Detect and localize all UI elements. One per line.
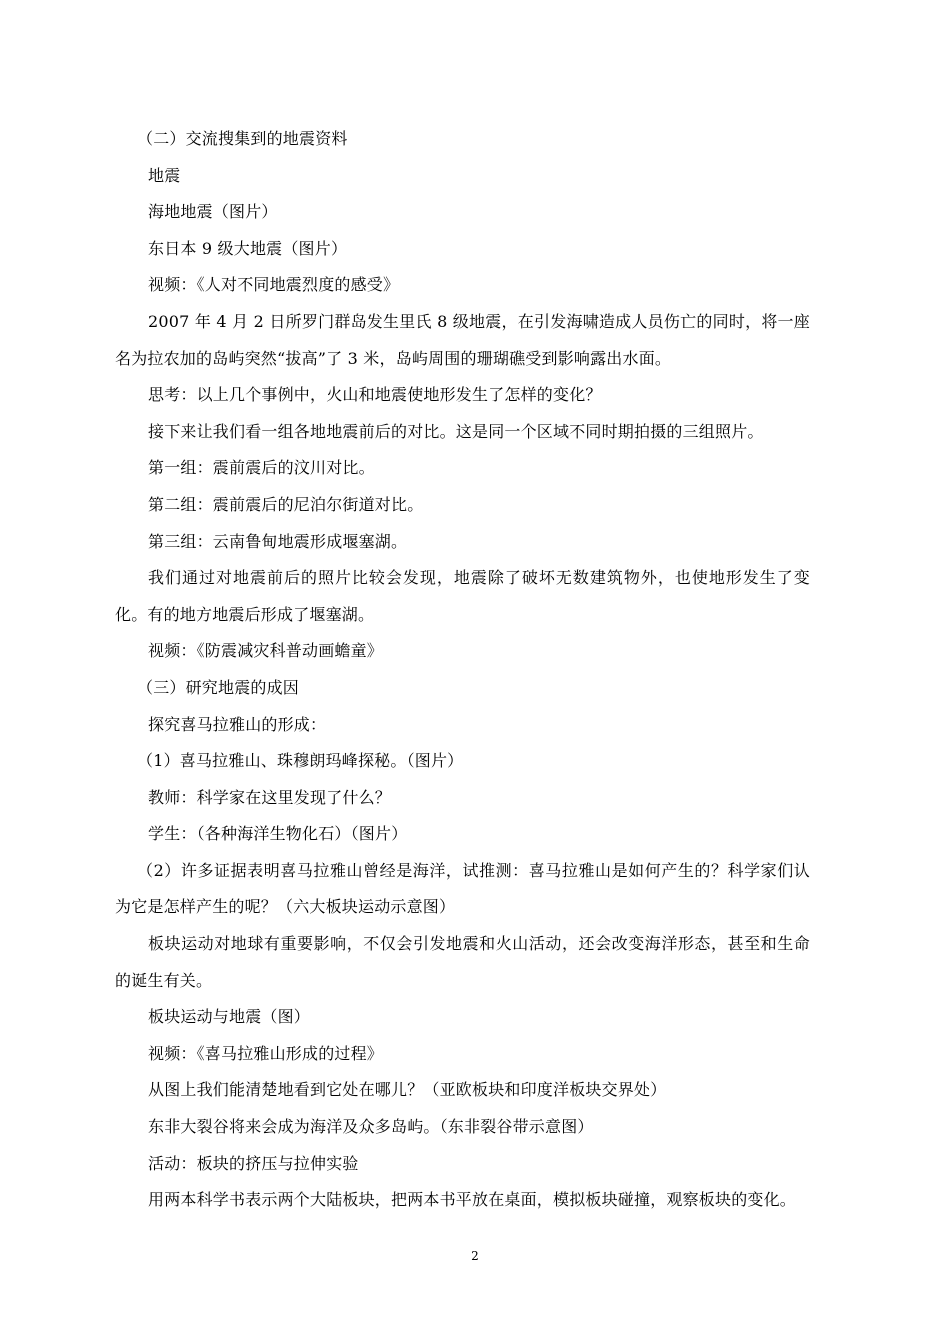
paragraph-haiti-earthquake: 海地地震（图片） bbox=[148, 202, 278, 222]
paragraph-comparison-intro: 接下来让我们看一组各地地震前后的对比。这是同一个区域不同时期拍摄的三组照片。 bbox=[148, 421, 764, 441]
paragraph-evidence-ocean: （2）许多证据表明喜马拉雅山曾经是海洋，试推测：喜马拉雅山是如何产生的？科学家们认为它是怎样产生的呢？（六大板块运动示意图） bbox=[115, 860, 810, 917]
paragraph-east-japan-earthquake: 东日本 9 级大地震（图片） bbox=[148, 238, 348, 258]
paragraph-activity: 活动：板块的挤压与拉伸实验 bbox=[148, 1153, 359, 1173]
paragraph-think-question: 思考：以上几个事例中，火山和地震使地形发生了怎样的变化？ bbox=[148, 385, 602, 405]
paragraph-east-african-rift: 东非大裂谷将来会成为海洋及众多岛屿。（东非裂谷带示意图） bbox=[148, 1117, 594, 1137]
paragraph-group-three: 第三组：云南鲁甸地震形成堰塞湖。 bbox=[148, 531, 408, 551]
paragraph-earthquake: 地震 bbox=[148, 165, 181, 185]
paragraph-himalaya-explore: （1）喜马拉雅山、珠穆朗玛峰探秘。（图片） bbox=[137, 751, 464, 771]
paragraph-himalaya-formation: 探究喜马拉雅山的形成： bbox=[148, 714, 327, 734]
paragraph-group-two: 第二组：震前震后的尼泊尔街道对比。 bbox=[148, 494, 424, 514]
paragraph-photo-conclusion: 我们通过对地震前后的照片比较会发现，地震除了破坏无数建筑物外，也使地形发生了变化。有的地方地震后形成了堰塞湖。 bbox=[115, 568, 810, 624]
paragraph-student-answer: 学生：（各种海洋生物化石）（图片） bbox=[148, 824, 408, 844]
paragraph-video-intensity: 视频：《人对不同地震烈度的感受》 bbox=[148, 275, 400, 295]
section-heading-causes: （三）研究地震的成因 bbox=[137, 677, 300, 697]
paragraph-solomon-islands: 2007 年 4 月 2 日所罗门群岛发生里氏 8 级地震，在引发海啸造成人员伤亡的同时，将一座名为拉农加的岛屿突然“拔高”了 3 米，岛屿周围的珊瑚礁受到影响露出水面。 bbox=[115, 311, 810, 368]
paragraph-plate-boundary: 从图上我们能清楚地看到它处在哪儿？（亚欧板块和印度洋板块交界处） bbox=[148, 1080, 667, 1100]
paragraph-group-one: 第一组：震前震后的汶川对比。 bbox=[148, 458, 375, 478]
paragraph-book-experiment: 用两本科学书表示两个大陆板块，把两本书平放在桌面，模拟板块碰撞，观察板块的变化。 bbox=[148, 1190, 797, 1210]
paragraph-teacher-question: 教师：科学家在这里发现了什么？ bbox=[148, 787, 392, 807]
page-number: 2 bbox=[471, 1249, 479, 1263]
section-heading-exchange-materials: （二）交流搜集到的地震资料 bbox=[137, 129, 348, 148]
paragraph-plate-earthquake-figure: 板块运动与地震（图） bbox=[148, 1007, 311, 1027]
paragraph-plate-impact: 板块运动对地球有重要影响，不仅会引发地震和火山活动，还会改变海洋形态，甚至和生命的诞生有关。 bbox=[115, 934, 810, 990]
paragraph-video-animation: 视频：《防震减灾科普动画蟾童》 bbox=[148, 641, 384, 661]
document-body bbox=[115, 121, 810, 1219]
paragraph-video-himalaya: 视频：《喜马拉雅山形成的过程》 bbox=[148, 1043, 384, 1063]
